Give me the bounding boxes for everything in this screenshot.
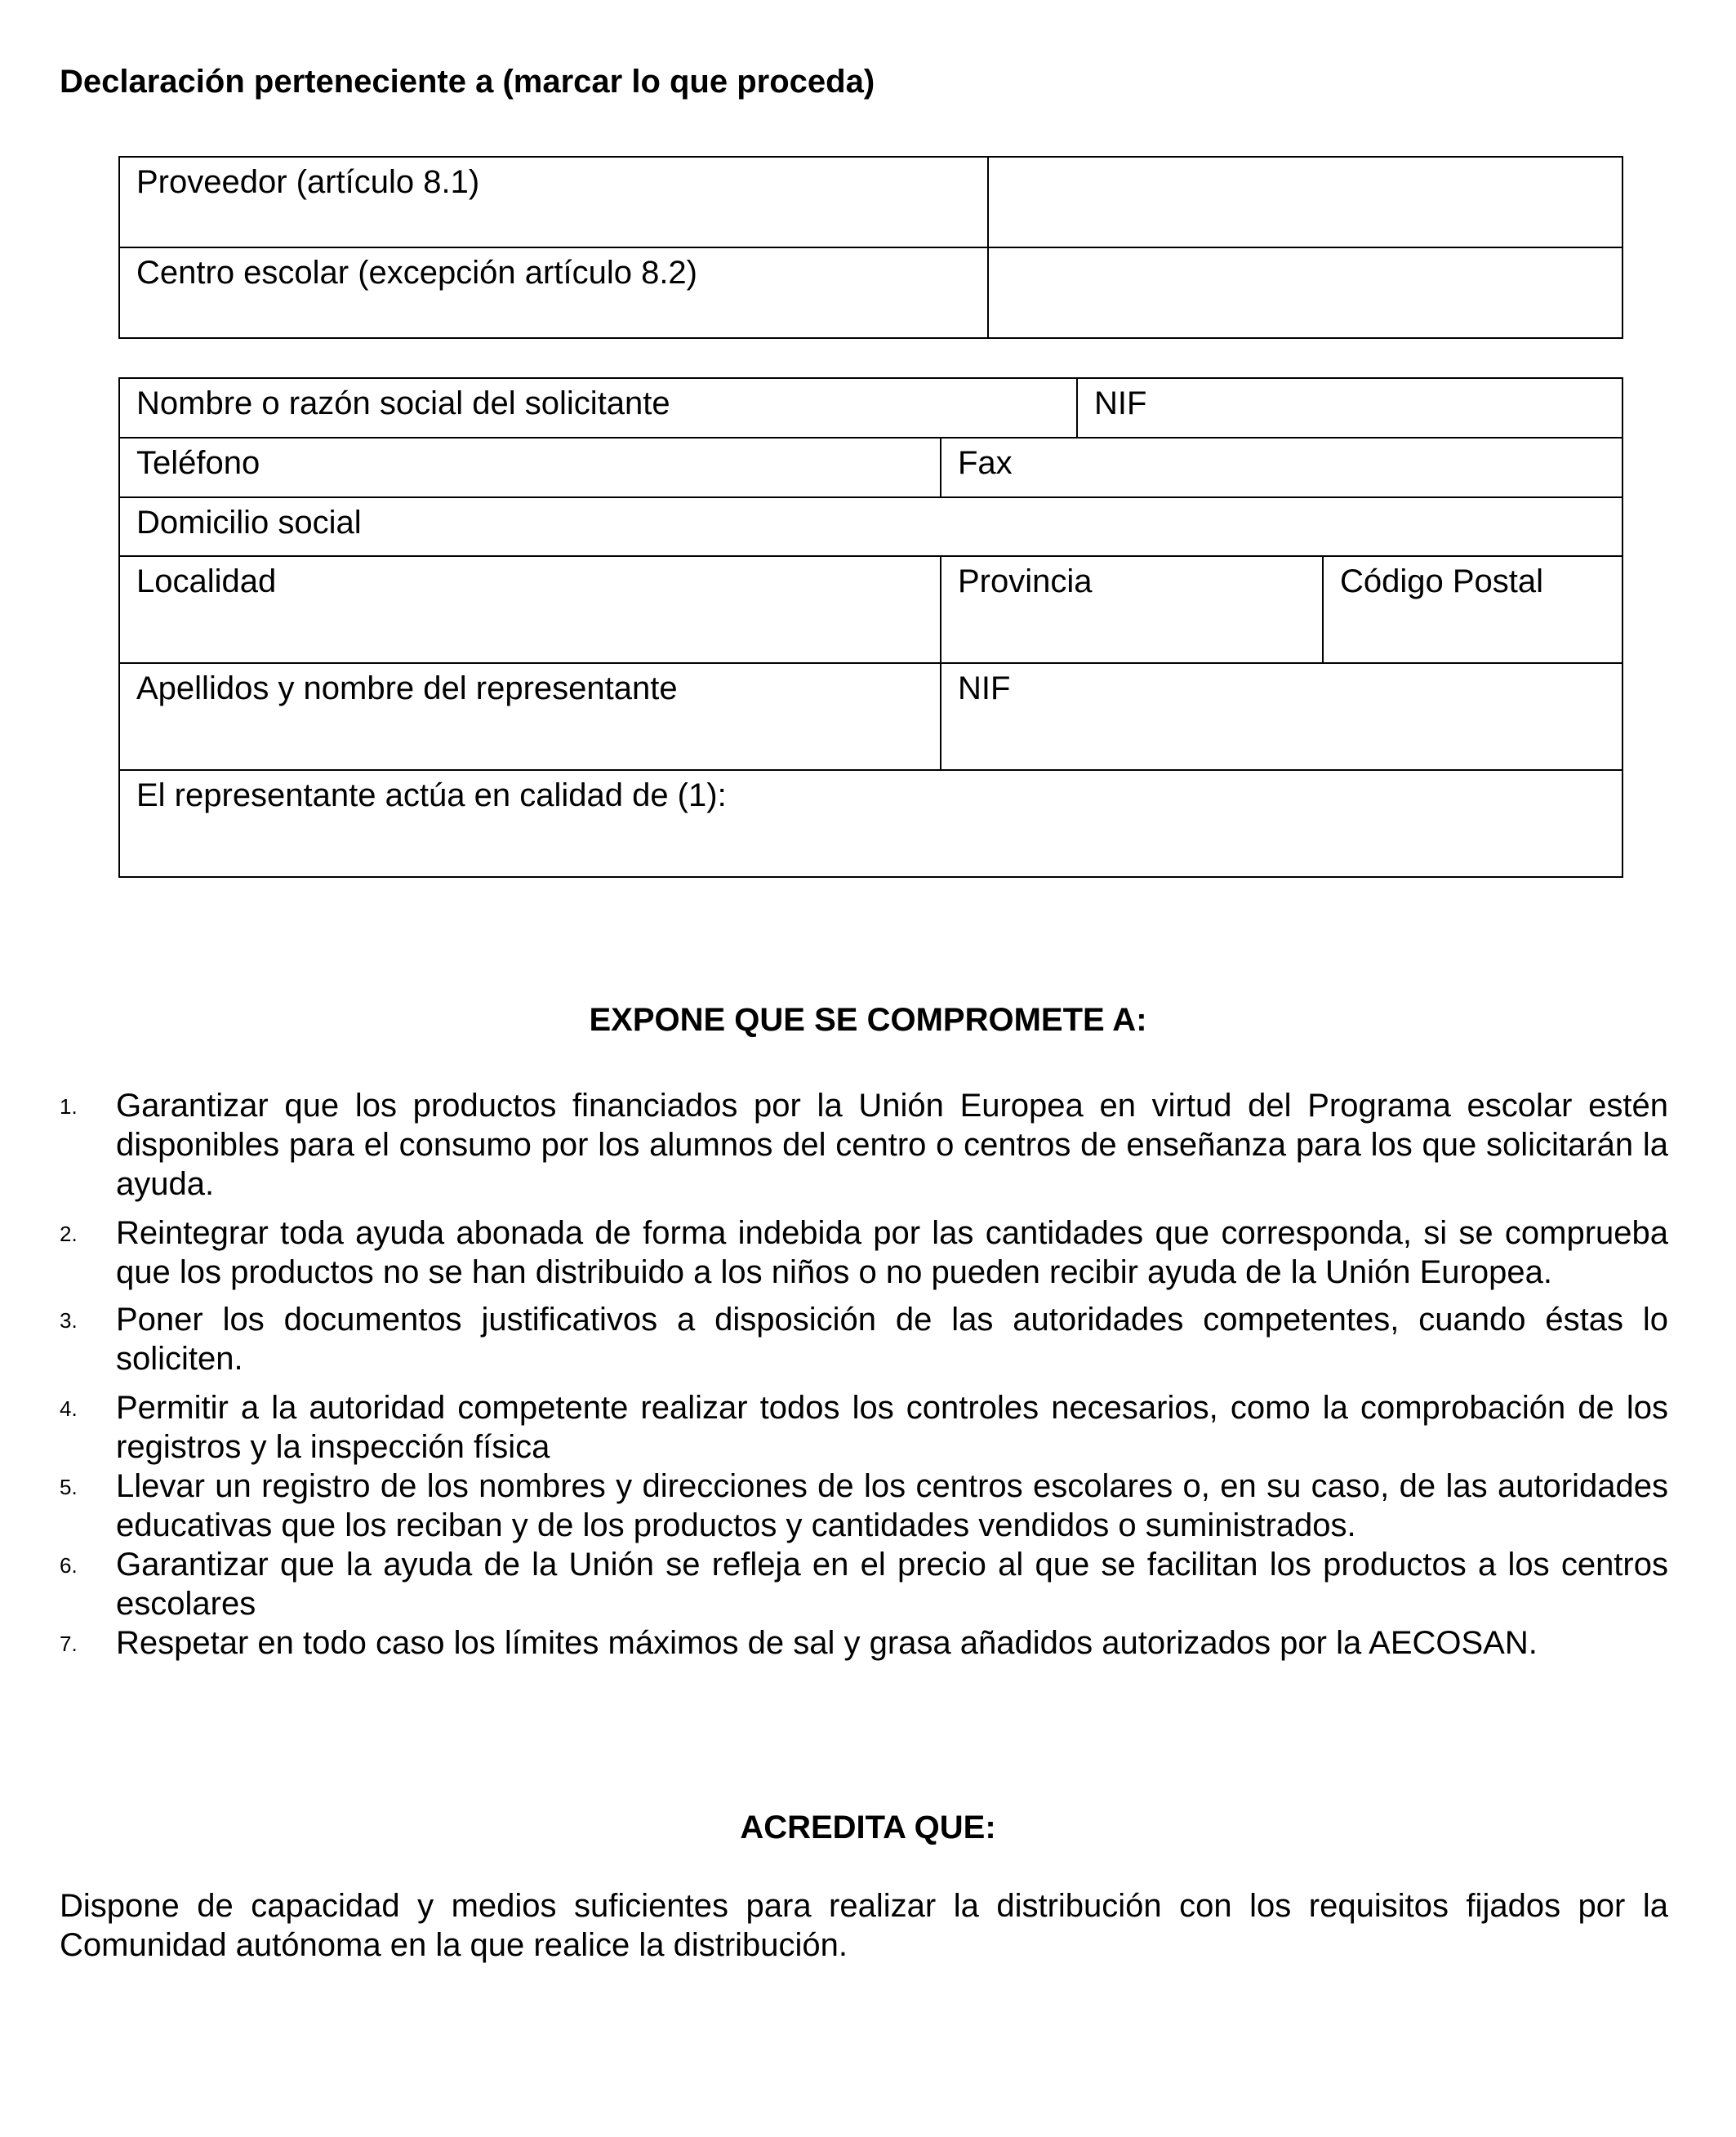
list-item-number: 5. <box>60 1475 78 1499</box>
field-nif-solicitante[interactable]: NIF <box>1077 378 1622 438</box>
field-domicilio-social[interactable]: Domicilio social <box>119 497 1622 556</box>
row-localidad-provincia-cp <box>119 556 1622 663</box>
list-item <box>60 1086 1668 1204</box>
field-telefono[interactable]: Teléfono <box>119 438 941 497</box>
applicant-data-table <box>118 377 1623 878</box>
list-item-number: 7. <box>60 1632 78 1656</box>
field-localidad[interactable]: Localidad <box>119 556 941 663</box>
field-nombre-razon-social[interactable]: Nombre o razón social del solicitante <box>119 378 1077 438</box>
list-item <box>60 1388 1668 1467</box>
list-item-text: Reintegrar toda ayuda abonada de forma indebida por las cantidades que corresponda, si se comprueba que los productos no se han distribuido a los niños o no pueden recibir ayuda de la Unión Europea. <box>116 1215 1668 1290</box>
field-provincia[interactable]: Provincia <box>941 556 1323 663</box>
field-representante-calidad[interactable]: El representante actúa en calidad de (1): <box>119 770 1622 877</box>
field-representante-nif[interactable]: NIF <box>941 663 1622 770</box>
list-item-text: Llevar un registro de los nombres y direcciones de los centros escolares o, en su caso, de las autoridades educativas que los reciban y de los productos y cantidades vendidos o suministrados. <box>116 1468 1668 1543</box>
list-item <box>60 1300 1668 1378</box>
declaration-label-proveedor: Proveedor (artículo 8.1) <box>119 157 988 247</box>
declaration-table <box>118 156 1623 339</box>
list-item <box>60 1623 1668 1663</box>
list-item <box>60 1213 1668 1292</box>
expone-heading: EXPONE QUE SE COMPROMETE A: <box>589 1002 1147 1038</box>
list-item <box>60 1545 1668 1623</box>
declaration-check-centro-escolar[interactable] <box>988 247 1622 338</box>
field-codigo-postal[interactable]: Código Postal <box>1323 556 1622 663</box>
declaration-row-proveedor <box>119 157 1622 247</box>
document-title: Declaración perteneciente a (marcar lo que proceda) <box>60 64 875 100</box>
list-item-text: Garantizar que los productos financiados por la Unión Europea en virtud del Programa escolar estén disponibles para el consumo por los alumnos del centro o centros de enseñanza para los que solicitarán la ayuda. <box>116 1088 1668 1202</box>
row-nombre-nif <box>119 378 1622 438</box>
list-item-text: Permitir a la autoridad competente realizar todos los controles necesarios, como la comprobación de los registros y la inspección física <box>116 1390 1668 1465</box>
row-domicilio <box>119 497 1622 556</box>
field-fax[interactable]: Fax <box>941 438 1622 497</box>
declaration-row-centro-escolar <box>119 247 1622 338</box>
list-item-number: 6. <box>60 1553 78 1578</box>
list-item-number: 3. <box>60 1308 78 1333</box>
acredita-paragraph: Dispone de capacidad y medios suficientes para realizar la distribución con los requisitos fijados por la Comunidad autónoma en la que realice la distribución. <box>60 1888 1668 1963</box>
row-calidad <box>119 770 1622 877</box>
list-item-number: 2. <box>60 1222 78 1246</box>
list-item-text: Respetar en todo caso los límites máximos de sal y grasa añadidos autorizados por la AECOSAN. <box>116 1625 1538 1661</box>
row-telefono-fax <box>119 438 1622 497</box>
acredita-heading: ACREDITA QUE: <box>740 1810 996 1845</box>
list-item-text: Garantizar que la ayuda de la Unión se refleja en el precio al que se facilitan los productos a los centros escolares <box>116 1547 1668 1622</box>
declaration-check-proveedor[interactable] <box>988 157 1622 247</box>
list-item-number: 1. <box>60 1094 78 1119</box>
field-representante-nombre[interactable]: Apellidos y nombre del representante <box>119 663 941 770</box>
row-representante <box>119 663 1622 770</box>
list-item-text: Poner los documentos justificativos a disposición de las autoridades competentes, cuando éstas lo soliciten. <box>116 1302 1668 1377</box>
declaration-label-centro-escolar: Centro escolar (excepción artículo 8.2) <box>119 247 988 338</box>
commitment-list <box>60 1086 1668 1663</box>
list-item <box>60 1467 1668 1545</box>
list-item-number: 4. <box>60 1396 78 1421</box>
